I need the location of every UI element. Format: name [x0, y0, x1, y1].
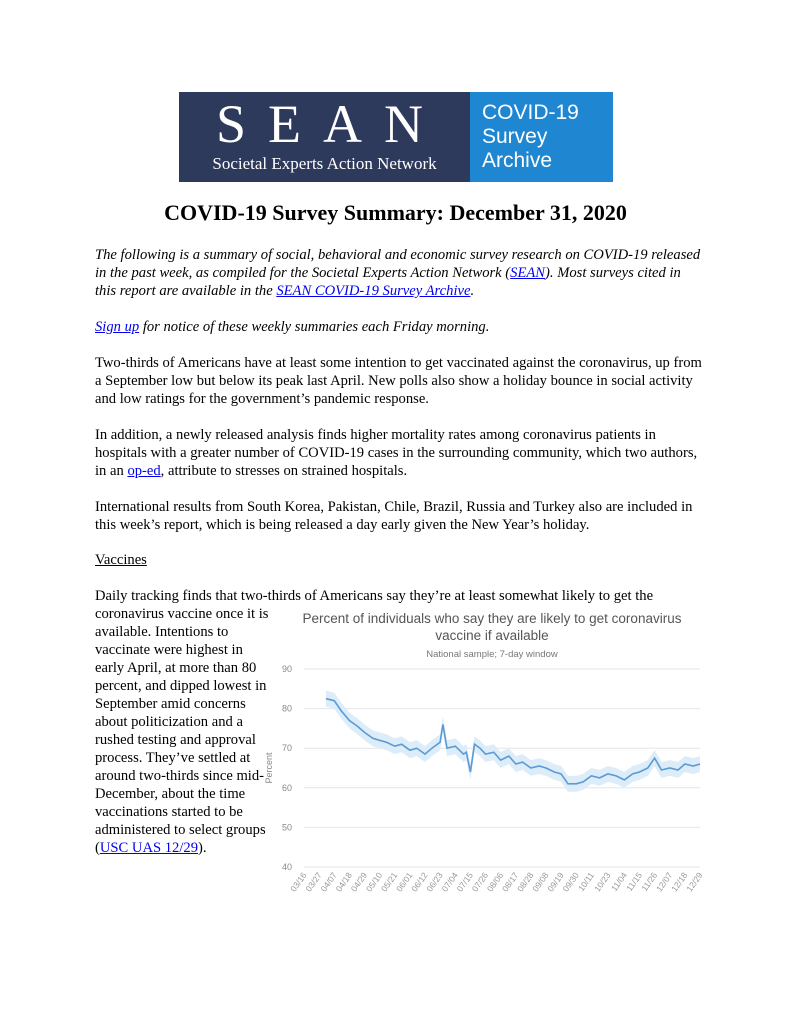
sean-logo[interactable] [179, 92, 613, 182]
y-tick-label: 40 [281, 862, 292, 872]
signup-text: for notice of these weekly summaries each Friday morning. [139, 319, 490, 335]
vaccine-intent-chart [262, 605, 710, 935]
x-tick-label: 04/07 [318, 870, 339, 894]
intro-text: . [470, 283, 475, 299]
x-tick-label: 10/23 [592, 870, 613, 894]
x-tick-label: 06/12 [409, 870, 430, 894]
side-column-text [95, 605, 275, 857]
op-ed-link[interactable]: op-ed [127, 463, 161, 479]
logo-left-panel [179, 92, 470, 182]
x-tick-label: 12/29 [684, 870, 705, 894]
x-tick-label: 06/23 [424, 870, 445, 894]
logo-subtitle: Societal Experts Action Network [212, 154, 437, 173]
y-tick-label: 60 [281, 782, 292, 793]
chart-subtitle: National sample; 7-day window [426, 649, 558, 660]
x-tick-label: 08/06 [484, 870, 506, 894]
x-tick-label: 08/28 [515, 870, 536, 894]
y-tick-label: 80 [281, 703, 292, 714]
signup-paragraph [95, 318, 705, 336]
side-text-end: ). [198, 840, 207, 856]
x-tick-label: 11/15 [624, 870, 645, 894]
x-tick-label: 09/08 [530, 870, 551, 894]
y-tick-label: 90 [281, 664, 292, 674]
paragraph-vaccination-intent: Two-thirds of Americans have at least some intention to get vaccinated against the coronavirus, up from a September low but below its peak last April. New polls also show a holiday bounce in social activity and low ratings for the government’s pandemic response. [95, 355, 702, 407]
y-tick-label: 50 [281, 822, 292, 833]
intro-text: The following is a summary of social, behavioral and economic survey research on COVID-19 released in the past week, as compiled for the Societal Experts Action Network ( [95, 247, 701, 281]
x-tick-label: 07/04 [439, 870, 460, 894]
paragraph-international: International results from South Korea, Pakistan, Chile, Brazil, Russia and Turkey also are included in this week’s report, which is being released a day early given the New Year’s holiday. [95, 499, 693, 533]
paragraph-text: , attribute to stresses on strained hospitals. [160, 463, 408, 479]
logo-archive-line: Archive [482, 149, 553, 172]
x-tick-label: 05/21 [378, 870, 400, 894]
x-tick-label: 09/30 [560, 870, 581, 894]
x-tick-label: 06/01 [394, 870, 415, 894]
y-axis-label: Percent [264, 752, 274, 784]
x-tick-label: 04/18 [333, 870, 355, 894]
x-tick-label: 11/26 [639, 870, 660, 894]
x-tick-label: 03/27 [303, 870, 324, 894]
x-tick-label: 12/18 [669, 870, 690, 894]
section-heading-vaccines: Vaccines [95, 552, 147, 568]
x-tick-label: 09/19 [545, 870, 566, 894]
logo-right-panel [470, 92, 613, 182]
x-tick-label: 03/16 [288, 870, 309, 894]
usc-uas-link[interactable]: USC UAS 12/29 [99, 840, 198, 856]
chart-title: Percent of individuals who say they are likely to get coronavirus vaccine if available [302, 611, 682, 643]
logo-archive-text [482, 101, 579, 173]
x-tick-label: 12/07 [653, 870, 675, 894]
logo-archive-line: COVID-19 [482, 101, 579, 124]
x-tick-label: 07/15 [454, 870, 476, 894]
sean-link[interactable]: SEAN [510, 265, 546, 281]
x-tick-label: 05/10 [363, 870, 385, 894]
signup-link[interactable]: Sign up [95, 319, 140, 335]
intro-text: ). Most surveys cited in this report are available in the [95, 265, 681, 299]
side-text: coronavirus vaccine once it is available. Intentions to vaccinate were highest in early April, at more than 80 percent, and dipped lowest in September amid concerns about politicization and a rushed testing and approval process. They’ve settled at around two-thirds since mid-December, about the time vaccinations started to be administered to select groups ( [95, 606, 269, 856]
x-tick-label: 08/17 [499, 870, 521, 894]
paragraph-daily-tracking: Daily tracking finds that two-thirds of Americans say they’re at least somewhat likely to get the [95, 588, 654, 604]
paragraph-hospital-mortality [95, 426, 705, 480]
x-tick-label: 11/04 [608, 870, 630, 894]
logo-wordmark: SEAN [215, 94, 445, 154]
x-tick-label: 10/11 [575, 870, 597, 894]
intro-paragraph [95, 246, 705, 300]
x-tick-label: 07/26 [469, 870, 491, 894]
y-tick-label: 70 [281, 743, 292, 754]
archive-link[interactable]: SEAN COVID-19 Survey Archive [276, 283, 471, 299]
x-tick-label: 04/29 [348, 870, 370, 894]
logo-archive-line: Survey [482, 125, 548, 148]
paragraph-text: In addition, a newly released analysis finds higher mortality rates among coronavirus patients in hospitals with a greater number of COVID-19 cases in the surrounding community, which two authors, in an [95, 427, 698, 479]
page-title: COVID-19 Survey Summary: December 31, 2020 [164, 200, 627, 225]
